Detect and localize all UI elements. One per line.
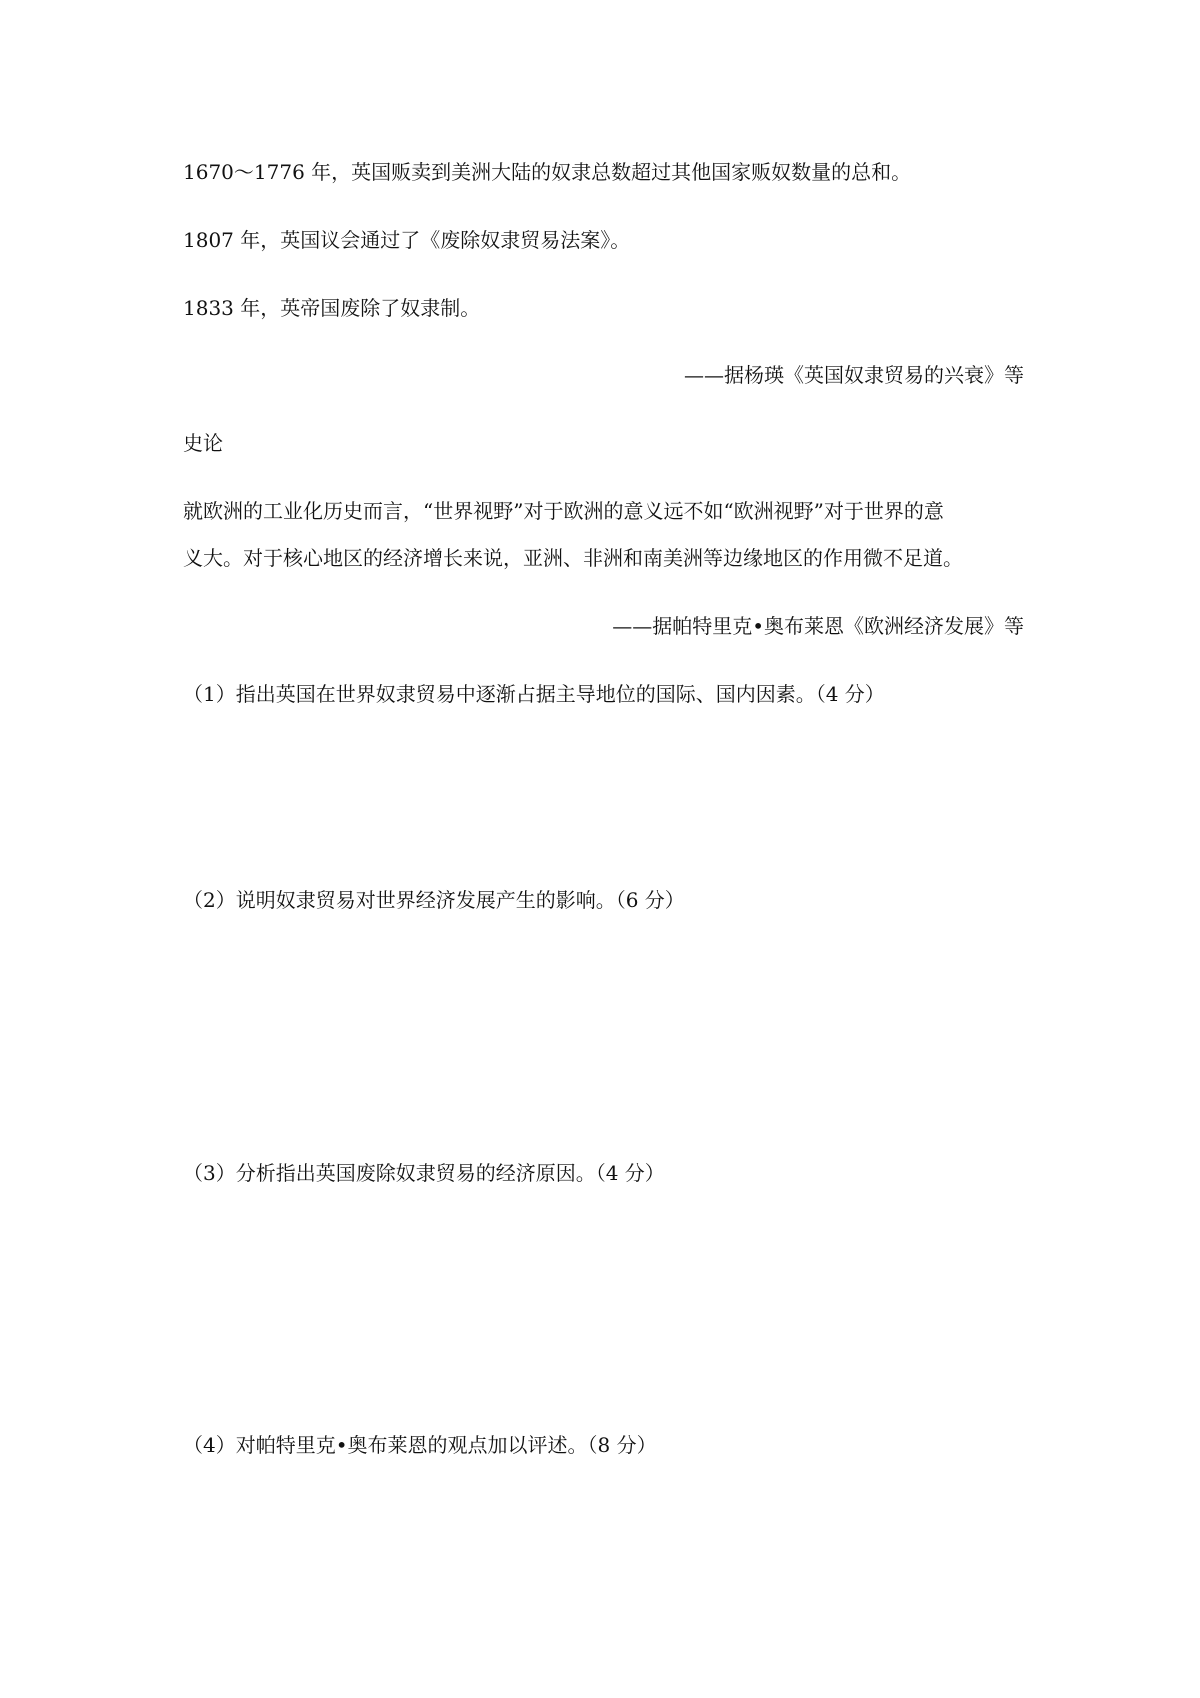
shilun-source: ——据帕特里克•奥布莱恩《欧洲经济发展》等 [612, 614, 1024, 638]
question-3: （3）分析指出英国废除奴隶贸易的经济原因。（4 分） [183, 1161, 665, 1185]
shilun-paragraph-line-1: 就欧洲的工业化历史而言，“世界视野”对于欧洲的意义远不如“欧洲视野”对于世界的意 [183, 499, 944, 523]
question-2: （2）说明奴隶贸易对世界经济发展产生的影响。（6 分） [183, 888, 685, 912]
question-4: （4）对帕特里克•奥布莱恩的观点加以评述。（8 分） [183, 1433, 657, 1457]
material-source: ——据杨瑛《英国奴隶贸易的兴衰》等 [684, 363, 1024, 387]
material-line-2: 1807 年，英国议会通过了《废除奴隶贸易法案》。 [183, 228, 631, 252]
material-line-3: 1833 年，英帝国废除了奴隶制。 [183, 296, 481, 320]
question-1: （1）指出英国在世界奴隶贸易中逐渐占据主导地位的国际、国内因素。（4 分） [183, 682, 885, 706]
shilun-paragraph-line-2: 义大。对于核心地区的经济增长来说，亚洲、非洲和南美洲等边缘地区的作用微不足道。 [183, 546, 963, 570]
shilun-heading: 史论 [183, 431, 223, 455]
material-line-1: 1670～1776 年，英国贩卖到美洲大陆的奴隶总数超过其他国家贩奴数量的总和。 [183, 160, 912, 184]
